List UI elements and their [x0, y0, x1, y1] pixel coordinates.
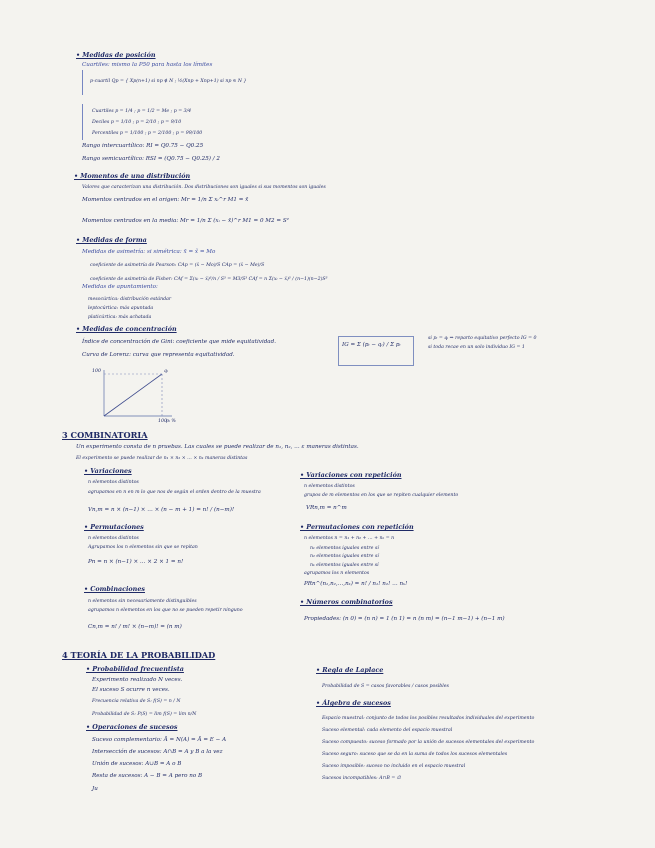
text-line: n elementos distintos	[88, 480, 139, 485]
text-line: Suceso compuesto: suceso formado por la unión de sucesos elementales del experimento	[322, 740, 535, 745]
heading-variaciones: • Variaciones	[84, 467, 132, 475]
text-line: platicúrtica: más achatada	[88, 315, 152, 320]
text-line: Deciles p = 1/10 ; p = 2/10 ; p = 9/10	[92, 120, 182, 125]
text-line: Suceso imposible: suceso no incluido en el espacio muestral	[322, 764, 466, 769]
text-line: Medidas de asimetría: si simétrica: x̄ = x̃ = Mo	[82, 249, 216, 255]
text-line: coeficiente de asimetría de Fisher: CAf = Σ(xᵢ − x̄)³/n / S³ = M3/S³ CAf = n Σ(xᵢ − x̄)³ / (n−1)(n−2)S³	[90, 277, 328, 282]
heading-prob-frecuentista: • Probabilidad frecuentista	[86, 665, 184, 673]
text-line: Un experimento consta de n pruebas. Las cuales se puede realizar de n₁, n₂, … ε maneras distintas.	[76, 444, 359, 450]
formula-vr: VRn,m = n^m	[306, 505, 347, 511]
text-line: Suceso elemental: cada elemento del espacio muestral	[322, 728, 453, 733]
axis-label: 100	[92, 369, 101, 374]
text-line: n₁ elementos iguales entre sí	[310, 546, 379, 551]
text-line: Frecuencia relativa de S: f(S) = n / N	[92, 699, 181, 704]
text-line: coeficiente de asimetría de Pearson: CAp = (x̄ − Mo)/S CAp = (x̄ − Me)/S	[90, 263, 265, 268]
text-line: mesocúrtica: distribución estándar	[88, 297, 172, 302]
heading-permutaciones: • Permutaciones	[84, 523, 144, 531]
text-line: n elementos sin necesariamente distinguibles	[88, 599, 197, 604]
brace-left	[82, 70, 83, 95]
brace-left	[82, 104, 83, 140]
text-line: agrupamos en n en m lo que nos de según el orden dentro de la muestra	[88, 490, 261, 495]
text-line: n elementos distintos	[304, 484, 355, 489]
heading-numeros-combinatorios: • Números combinatorios	[300, 598, 393, 606]
gini-formula-box	[338, 336, 414, 366]
text-line: Resta de sucesos: A − B = A pero no B	[92, 773, 203, 779]
text-line: nₖ elementos iguales entre sí	[310, 563, 379, 568]
text-line: Experimento realizado N veces.	[92, 677, 183, 683]
heading-permutaciones-repeticion: • Permutaciones con repetición	[300, 523, 414, 531]
heading-concentracion: • Medidas de concentración	[76, 325, 177, 333]
text-line: Momentos centrados en el origen: Mr = 1/n Σ xᵢ^r M1 = x̄	[82, 197, 249, 203]
formula-permutaciones: Pn = n × (n−1) × … × 2 × 1 = n!	[88, 559, 184, 565]
text-line: Sucesos incompatibles: A∩B = ∅	[322, 776, 401, 781]
text-line: n₂ elementos iguales entre sí	[310, 554, 379, 559]
text-line: leptocúrtica: más apuntada	[88, 306, 154, 311]
text-line: Suceso seguro: suceso que se da en la suma de todos los sucesos elementales	[322, 752, 508, 757]
text-line: Probabilidad de S: P(S) = lim f(S) = lim n/N	[92, 712, 197, 717]
formula-combinaciones: Cn,m = n! / m! × (n−m)! = (n m)	[88, 624, 182, 630]
formula-propiedades: Propiedades: (n 0) = (n n) = 1 (n 1) = n (n m) = (n−1 m−1) + (n−1 m)	[304, 616, 505, 622]
text-line: Rango semicuartílico: RSI = (Q0.75 − Q0.25) / 2	[82, 156, 220, 162]
heading-variaciones-repeticion: • Variaciones con repetición	[300, 471, 402, 479]
text-line: El experimento se puede realizar de n₁ × n₂ × … × nₖ maneras distintas	[76, 456, 248, 461]
text-line: n elementos n = n₁ + n₂ + … + nₖ = n	[304, 536, 395, 541]
text-line: Intersección de sucesos: A∩B = A y B a la vez	[92, 749, 223, 755]
text-line: Ju	[92, 786, 98, 792]
axis-label: 100	[158, 419, 167, 424]
heading-regla-laplace: • Regla de Laplace	[316, 666, 384, 674]
text-line: Agrupamos los n elementos sin que se repitan	[88, 545, 198, 550]
section-3-title: 3 COMBINATORIA	[62, 430, 148, 440]
text-line: Espacio muestral: conjunto de todos los posibles resultados individuales del experimento	[322, 716, 535, 721]
text-line: grupos de m elementos en los que se repiten cualquier elemento	[304, 493, 459, 498]
text-line: Probabilidad de S = casos favorables / casos posibles	[322, 684, 449, 689]
heading-operaciones-sucesos: • Operaciones de sucesos	[86, 723, 178, 731]
text-line: Percentiles p = 1/100 ; p = 2/100 ; p = 99/100	[92, 131, 203, 136]
heading-momentos: • Momentos de una distribución	[74, 172, 191, 180]
axis-label: qᵢ	[164, 369, 168, 374]
formula-pr: PRn^(n₁,n₂,…,nₖ) = n! / n₁! n₂! … nₖ!	[304, 581, 408, 587]
text-line: Momentos centrados en la media: Mr = 1/n Σ (xᵢ − x̄)^r M1 = 0 M2 = S²	[82, 218, 289, 224]
text-line: Cuartiles: mismo la P50 para hasta los límites	[82, 62, 213, 68]
text-line: Cuartiles p = 1/4 ; p = 1/2 = Me ; p = 3/4	[92, 109, 192, 114]
text-line: Curva de Lorenz: curva que representa equitatividad.	[82, 352, 235, 358]
text-line: Suceso complementario: Ā = N(A) = Ā = E − A	[92, 737, 227, 743]
text-line: si pᵢ = qᵢ ⇒ reparto equitativo perfecto IG = 0	[428, 336, 537, 341]
text-line: Unión de sucesos: A∪B = A o B	[92, 761, 182, 767]
text-line: Rango intercuartílico: RI = Q0.75 − Q0.25	[82, 143, 204, 149]
lorenz-curve-graph	[92, 366, 178, 424]
text-line: agrupamos n elementos en los que no se pueden repetir ninguno	[88, 608, 243, 613]
text-line: si toda recae en un solo individuo IG = 1	[428, 345, 525, 350]
text-line: Índice de concentración de Gini: coeficiente que mide equitatividad.	[82, 339, 277, 345]
heading-medidas-forma: • Medidas de forma	[76, 236, 147, 244]
formula-gini: IG = Σ (pᵢ − qᵢ) / Σ pᵢ	[342, 342, 401, 348]
text-line: El suceso S ocurre n veces.	[92, 687, 170, 693]
text-line: Valores que caracterizan una distribución. Dos distribuciones son iguales si sus momentos son iguales	[82, 185, 326, 190]
formula-variaciones: Vn,m = n × (n−1) × … × (n − m + 1) = n! / (n−m)!	[88, 507, 235, 513]
section-4-title: 4 TEORÍA DE LA PROBABILIDAD	[62, 650, 216, 660]
heading-medidas-posicion: • Medidas de posición	[76, 51, 156, 59]
formula-quantile: p-cuartil Qp = { Xp(n+1) si np ∉ N ; ½(Xnp + Xnp+1) si np ∈ N }	[90, 79, 247, 84]
heading-combinaciones: • Combinaciones	[84, 585, 145, 593]
text-line: n elementos distintos	[88, 536, 139, 541]
axis-label: pᵢ %	[166, 419, 176, 424]
text-line: Medidas de apuntamiento:	[82, 284, 158, 290]
text-line: agrupamos los n elementos	[304, 571, 370, 576]
heading-algebra-sucesos: • Álgebra de sucesos	[316, 699, 391, 707]
